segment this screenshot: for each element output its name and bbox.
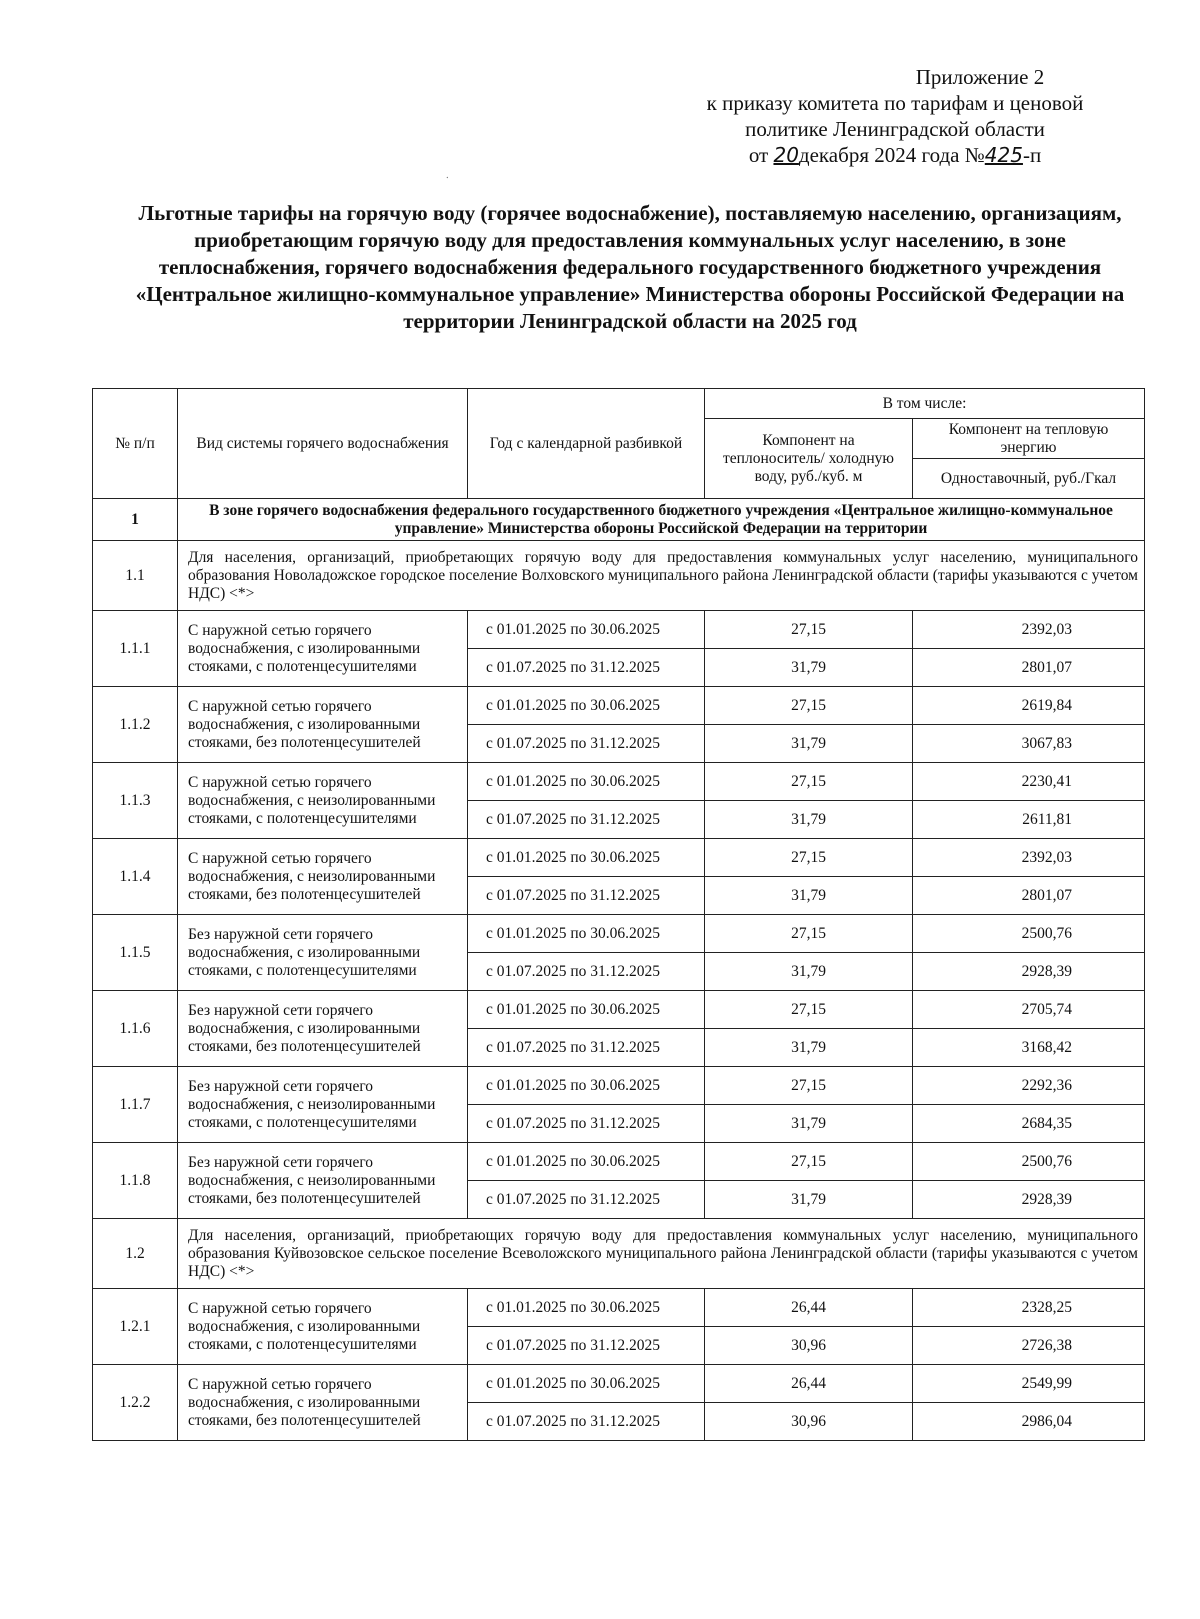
thermal-value-cell: 2292,36: [913, 1067, 1145, 1105]
period-cell: с 01.01.2025 по 30.06.2025: [468, 1143, 705, 1181]
coolant-value-cell: 31,79: [705, 1105, 913, 1143]
coolant-value-cell: 30,96: [705, 1403, 913, 1441]
coolant-value-cell: 26,44: [705, 1365, 913, 1403]
header-year: Год с календарной разбивкой: [468, 389, 705, 499]
thermal-value-cell: 2684,35: [913, 1105, 1145, 1143]
date-prefix: от: [748, 143, 769, 167]
header-thermal: Компонент на тепловую энергию: [913, 419, 1145, 459]
coolant-value-cell: 27,15: [705, 839, 913, 877]
thermal-value-cell: 2801,07: [913, 877, 1145, 915]
system-type-cell: С наружной сетью горячего водоснабжения, с изолированными стояками, с полотенцесушителями: [178, 1289, 468, 1365]
coolant-value-cell: 31,79: [705, 801, 913, 839]
table-row: [93, 839, 1145, 877]
coolant-value-cell: 31,79: [705, 953, 913, 991]
table-row: [93, 915, 1145, 953]
system-type-cell: С наружной сетью горячего водоснабжения, с изолированными стояками, без полотенцесушителей: [178, 1365, 468, 1441]
item-number: 1.1.5: [93, 915, 178, 991]
thermal-value-cell: 2928,39: [913, 953, 1145, 991]
group-row: [93, 1219, 1145, 1289]
system-type-cell: С наружной сетью горячего водоснабжения, с изолированными стояками, с полотенцесушителями: [178, 611, 468, 687]
period-cell: с 01.07.2025 по 31.12.2025: [468, 725, 705, 763]
table-row: [93, 991, 1145, 1029]
coolant-value-cell: 31,79: [705, 1181, 913, 1219]
period-cell: с 01.07.2025 по 31.12.2025: [468, 1327, 705, 1365]
thermal-value-cell: 2986,04: [913, 1403, 1145, 1441]
table-row: [93, 1289, 1145, 1327]
coolant-value-cell: 27,15: [705, 611, 913, 649]
period-cell: с 01.07.2025 по 31.12.2025: [468, 953, 705, 991]
item-number: 1.1.8: [93, 1143, 178, 1219]
period-cell: с 01.01.2025 по 30.06.2025: [468, 1289, 705, 1327]
system-type-cell: Без наружной сети горячего водоснабжения, с изолированными стояками, без полотенцесушителей: [178, 991, 468, 1067]
thermal-value-cell: 2230,41: [913, 763, 1145, 801]
table-row: [93, 1067, 1145, 1105]
table-header: [93, 389, 1145, 499]
date-suffix: декабря 2024 года №: [798, 143, 985, 167]
item-number: 1.1.6: [93, 991, 178, 1067]
table-row: [93, 611, 1145, 649]
table-row: [93, 1143, 1145, 1181]
coolant-value-cell: 27,15: [705, 687, 913, 725]
thermal-value-cell: 2619,84: [913, 687, 1145, 725]
tariff-table: [92, 388, 1145, 1441]
zone-number: 1: [93, 499, 178, 541]
order-number-handwritten: 425: [984, 143, 1023, 167]
header-including: В том числе:: [705, 389, 1145, 419]
table-row: [93, 687, 1145, 725]
appendix-date-line: [660, 142, 1130, 168]
group-description: Для населения, организаций, приобретающих горячую воду для предоставления коммунальных услуг населению, муниципального образования Новоладожское городское поселение Волховского муниципального района Ленинградской области (тарифы указываются с учетом НДС) <*>: [178, 541, 1145, 611]
period-cell: с 01.07.2025 по 31.12.2025: [468, 801, 705, 839]
table-body: [93, 499, 1145, 1441]
item-number: 1.2.2: [93, 1365, 178, 1441]
coolant-value-cell: 31,79: [705, 877, 913, 915]
coolant-value-cell: 26,44: [705, 1289, 913, 1327]
group-number: 1.1: [93, 541, 178, 611]
period-cell: с 01.01.2025 по 30.06.2025: [468, 687, 705, 725]
period-cell: с 01.07.2025 по 31.12.2025: [468, 1105, 705, 1143]
coolant-value-cell: 30,96: [705, 1327, 913, 1365]
coolant-value-cell: 31,79: [705, 725, 913, 763]
group-description: Для населения, организаций, приобретающих горячую воду для предоставления коммунальных услуг населению, муниципального образования Куйвозовское сельское поселение Всеволожского муниципального района Ленинградской области (тарифы указываются с учетом НДС) <*>: [178, 1219, 1145, 1289]
period-cell: с 01.01.2025 по 30.06.2025: [468, 991, 705, 1029]
order-suffix: -п: [1022, 143, 1042, 167]
coolant-value-cell: 27,15: [705, 991, 913, 1029]
system-type-cell: С наружной сетью горячего водоснабжения, с неизолированными стояками, с полотенцесушителями: [178, 763, 468, 839]
scan-speck: ⸱: [446, 173, 449, 184]
system-type-cell: Без наружной сети горячего водоснабжения, с неизолированными стояками, с полотенцесушителями: [178, 1067, 468, 1143]
date-day-handwritten: 20: [773, 143, 799, 167]
header-single-rate: Одноставочный, руб./Гкал: [913, 459, 1145, 499]
item-number: 1.1.1: [93, 611, 178, 687]
appendix-line-2: к приказу комитета по тарифам и ценовой: [706, 91, 1084, 115]
item-number: 1.1.2: [93, 687, 178, 763]
coolant-value-cell: 27,15: [705, 763, 913, 801]
item-number: 1.1.7: [93, 1067, 178, 1143]
coolant-value-cell: 27,15: [705, 1067, 913, 1105]
header-number: № п/п: [93, 389, 178, 499]
period-cell: с 01.07.2025 по 31.12.2025: [468, 649, 705, 687]
thermal-value-cell: 2549,99: [913, 1365, 1145, 1403]
system-type-cell: Без наружной сети горячего водоснабжения, с неизолированными стояками, без полотенцесушителей: [178, 1143, 468, 1219]
table-row: [93, 1365, 1145, 1403]
system-type-cell: С наружной сетью горячего водоснабжения, с неизолированными стояками, без полотенцесушителей: [178, 839, 468, 915]
group-row: [93, 541, 1145, 611]
thermal-value-cell: 2801,07: [913, 649, 1145, 687]
thermal-value-cell: 2928,39: [913, 1181, 1145, 1219]
period-cell: с 01.01.2025 по 30.06.2025: [468, 611, 705, 649]
coolant-value-cell: 27,15: [705, 915, 913, 953]
appendix-title: Приложение 2: [915, 65, 1045, 89]
period-cell: с 01.07.2025 по 31.12.2025: [468, 1029, 705, 1067]
appendix-line-3: политике Ленинградской области: [745, 117, 1045, 141]
header-coolant: Компонент на теплоноситель/ холодную воду, руб./куб. м: [705, 419, 913, 499]
group-number: 1.2: [93, 1219, 178, 1289]
coolant-value-cell: 31,79: [705, 649, 913, 687]
thermal-value-cell: 2392,03: [913, 611, 1145, 649]
coolant-value-cell: 27,15: [705, 1143, 913, 1181]
period-cell: с 01.07.2025 по 31.12.2025: [468, 877, 705, 915]
thermal-value-cell: 2726,38: [913, 1327, 1145, 1365]
thermal-value-cell: 3168,42: [913, 1029, 1145, 1067]
thermal-value-cell: 2611,81: [913, 801, 1145, 839]
period-cell: с 01.01.2025 по 30.06.2025: [468, 1365, 705, 1403]
thermal-value-cell: 3067,83: [913, 725, 1145, 763]
period-cell: с 01.07.2025 по 31.12.2025: [468, 1403, 705, 1441]
header-system-type: Вид системы горячего водоснабжения: [178, 389, 468, 499]
document-title: Льготные тарифы на горячую воду (горячее водоснабжение), поставляемую населению, организациям, приобретающим горячую воду для предоставления коммунальных услуг населению, в зоне теплоснабжения, горячего водоснабжения федерального государственного бюджетного учреждения «Центральное жилищно-коммунальное управление» Министерства обороны Российской Федерации на территории Ленинградской области на 2025 год: [135, 201, 1125, 333]
period-cell: с 01.01.2025 по 30.06.2025: [468, 763, 705, 801]
thermal-value-cell: 2500,76: [913, 1143, 1145, 1181]
period-cell: с 01.01.2025 по 30.06.2025: [468, 1067, 705, 1105]
thermal-value-cell: 2328,25: [913, 1289, 1145, 1327]
item-number: 1.1.3: [93, 763, 178, 839]
zone-text: В зоне горячего водоснабжения федерального государственного бюджетного учреждения «Центральное жилищно-коммунальное управление» Министерства обороны Российской Федерации на территории: [178, 499, 1145, 541]
thermal-value-cell: 2705,74: [913, 991, 1145, 1029]
period-cell: с 01.01.2025 по 30.06.2025: [468, 839, 705, 877]
appendix-block: [660, 64, 1130, 168]
item-number: 1.1.4: [93, 839, 178, 915]
period-cell: с 01.07.2025 по 31.12.2025: [468, 1181, 705, 1219]
thermal-value-cell: 2500,76: [913, 915, 1145, 953]
system-type-cell: С наружной сетью горячего водоснабжения, с изолированными стояками, без полотенцесушителей: [178, 687, 468, 763]
zone-row: [93, 499, 1145, 541]
system-type-cell: Без наружной сети горячего водоснабжения, с изолированными стояками, с полотенцесушителями: [178, 915, 468, 991]
thermal-value-cell: 2392,03: [913, 839, 1145, 877]
item-number: 1.2.1: [93, 1289, 178, 1365]
coolant-value-cell: 31,79: [705, 1029, 913, 1067]
table-row: [93, 763, 1145, 801]
period-cell: с 01.01.2025 по 30.06.2025: [468, 915, 705, 953]
